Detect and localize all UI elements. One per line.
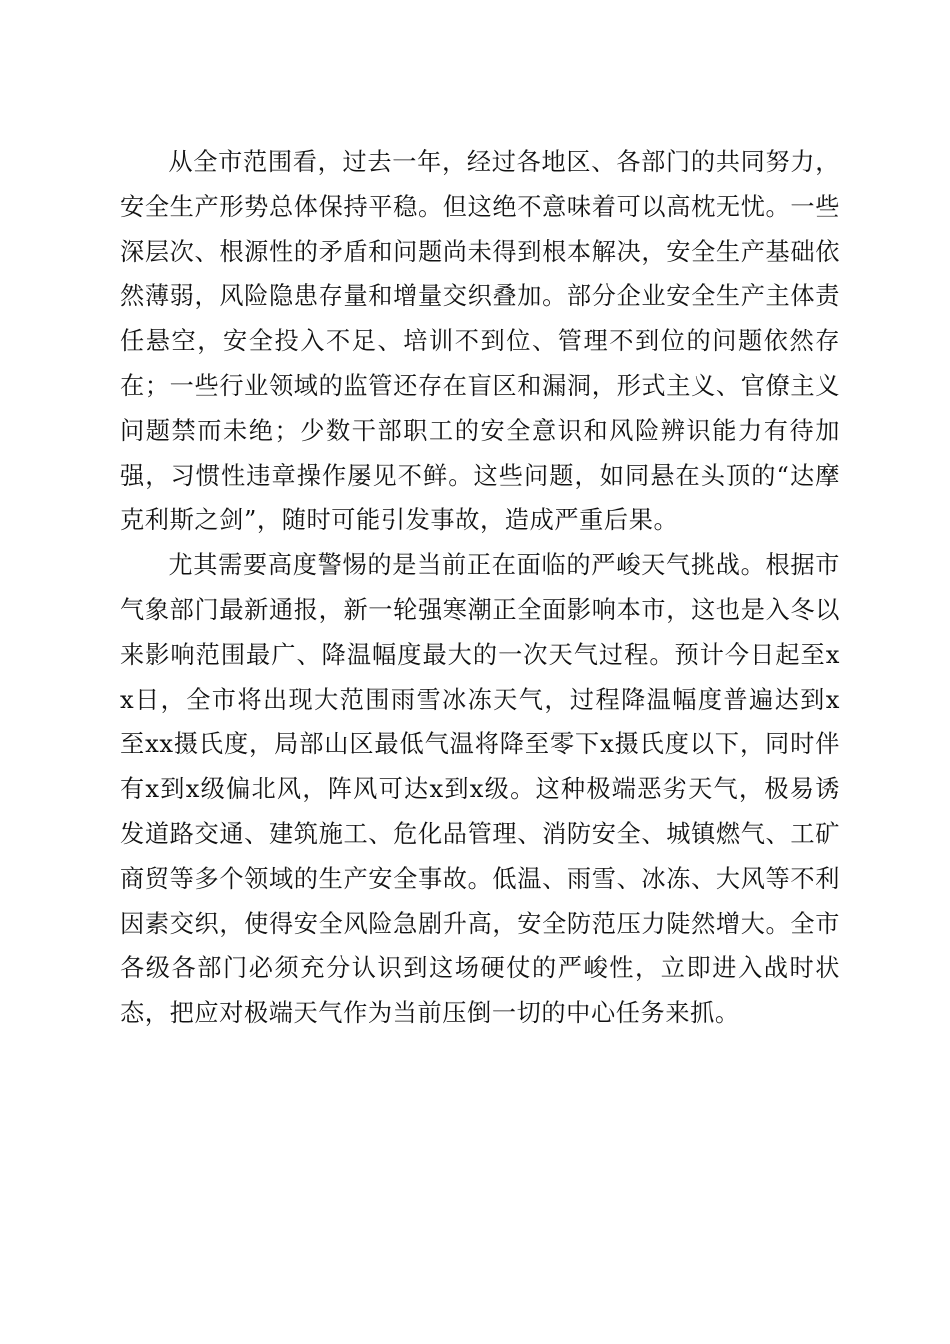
document-body	[120, 140, 840, 1036]
paragraph-weather-challenge: 尤其需要高度警惕的是当前正在面临的严峻天气挑战。根据市气象部门最新通报，新一轮强寒潮正全面影响本市，这也是入冬以来影响范围最广、降温幅度最大的一次天气过程。预计今日起至xx日，全市将出现大范围雨雪冰冻天气，过程降温幅度普遍达到x至xx摄氏度，局部山区最低气温将降至零下x摄氏度以下，同时伴有x到x级偏北风，阵风可达x到x级。这种极端恶劣天气，极易诱发道路交通、建筑施工、危化品管理、消防安全、城镇燃气、工矿商贸等多个领域的生产安全事故。低温、雨雪、冰冻、大风等不利因素交织，使得安全风险急剧升高，安全防范压力陡然增大。全市各级各部门必须充分认识到这场硬仗的严峻性，立即进入战时状态，把应对极端天气作为当前压倒一切的中心任务来抓。	[120, 551, 840, 1028]
paragraph-safety-situation: 从全市范围看，过去一年，经过各地区、各部门的共同努力，安全生产形势总体保持平稳。但这绝不意味着可以高枕无忧。一些深层次、根源性的矛盾和问题尚未得到根本解决，安全生产基础依然薄弱，风险隐患存量和增量交织叠加。部分企业安全生产主体责任悬空，安全投入不足、培训不到位、管理不到位的问题依然存在；一些行业领域的监管还存在盲区和漏洞，形式主义、官僚主义问题禁而未绝；少数干部职工的安全意识和风险辨识能力有待加强，习惯性违章操作屡见不鲜。这些问题，如同悬在头顶的“达摩克利斯之剑”，随时可能引发事故，造成严重后果。	[120, 148, 840, 535]
